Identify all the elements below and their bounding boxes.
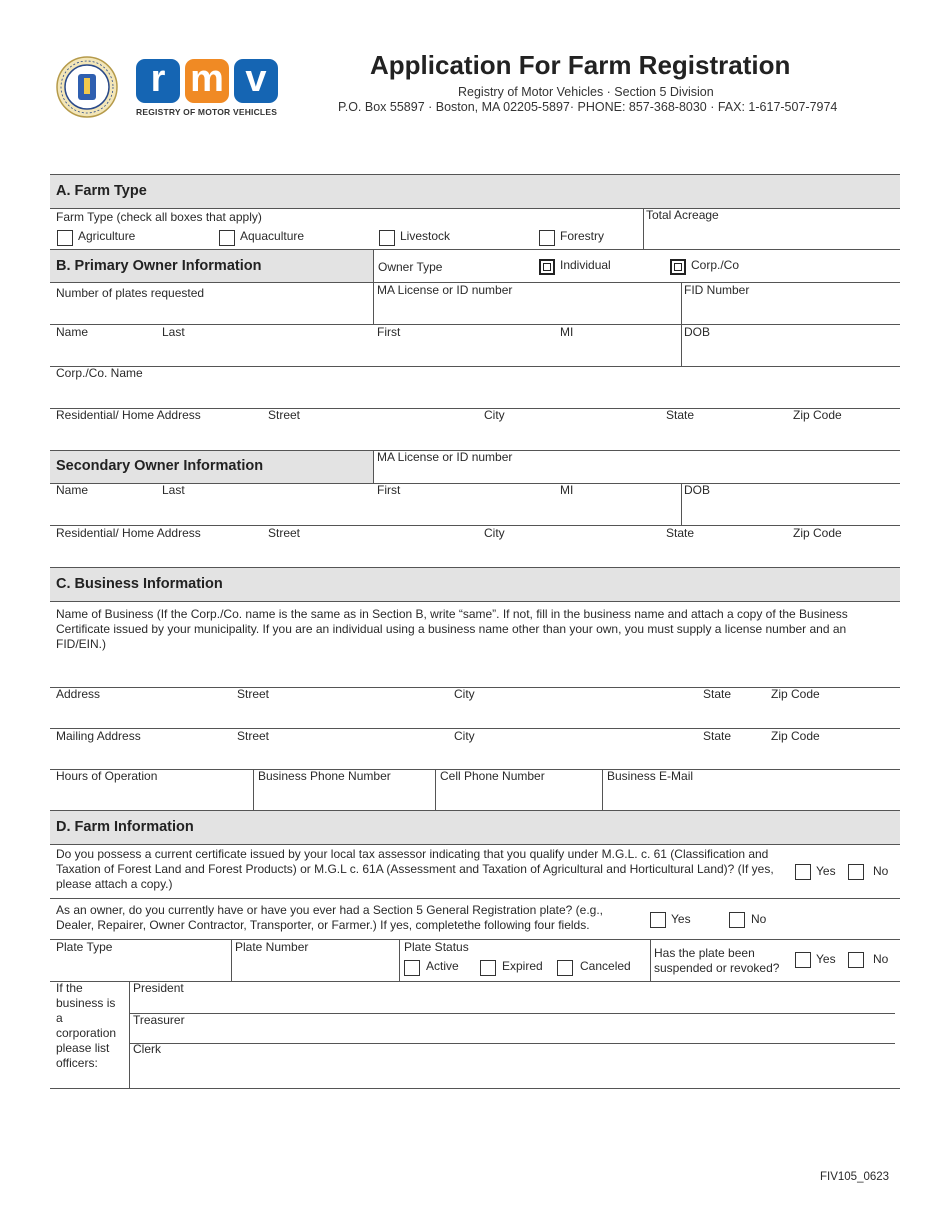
farm-type-label: Farm Type (check all boxes that apply) (56, 210, 262, 224)
mailing-address-label: Mailing Address (56, 729, 141, 743)
zip-code-label: Zip Code (793, 408, 842, 422)
secondary-zip-label: Zip Code (793, 526, 842, 540)
page-title: Application For Farm Registration (370, 50, 791, 80)
business-city-label: City (454, 687, 475, 701)
secondary-address-label: Residential/ Home Address (56, 526, 201, 540)
individual-checkbox[interactable] (539, 259, 555, 275)
treasurer-label: Treasurer (133, 1013, 185, 1027)
plate-type-label: Plate Type (56, 940, 113, 954)
clerk-label: Clerk (133, 1042, 162, 1056)
massachusetts-seal-icon (56, 56, 118, 118)
officers-instruction: If the business is a corporation please list officers: (56, 981, 117, 1070)
business-address-label: Address (56, 687, 101, 701)
q2-no-label: No (751, 912, 767, 926)
status-expired-label: Expired (502, 959, 543, 973)
secondary-state-label: State (666, 526, 695, 540)
last-name-label: Last (162, 325, 185, 339)
total-acreage-label: Total Acreage (646, 208, 719, 222)
section-c-header (50, 567, 900, 602)
q1-no-label: No (873, 864, 889, 878)
status-active-label: Active (426, 959, 459, 973)
aquaculture-checkbox[interactable] (219, 230, 235, 246)
secondary-street-label: Street (268, 526, 301, 540)
plates-requested-label: Number of plates requested (56, 286, 205, 300)
q2-yes-label: Yes (671, 912, 691, 926)
suspended-yes-checkbox[interactable] (795, 952, 811, 968)
mailing-state-label: State (703, 729, 732, 743)
aquaculture-label: Aquaculture (240, 229, 305, 243)
section-a-title: A. Farm Type (56, 183, 147, 199)
q1-no-checkbox[interactable] (848, 864, 864, 880)
dob-label: DOB (684, 325, 711, 339)
suspended-yes-label: Yes (816, 952, 836, 966)
q1-yes-checkbox[interactable] (795, 864, 811, 880)
mailing-street-label: Street (237, 729, 270, 743)
section-d-title: D. Farm Information (56, 819, 194, 835)
state-label: State (666, 408, 695, 422)
mailing-city-label: City (454, 729, 475, 743)
page-address-line: P.O. Box 55897 · Boston, MA 02205-5897· PHONE: 857-368-8030 · FAX: 1-617-507-7974 (338, 100, 838, 114)
form-id: FIV105_0623 (820, 1171, 890, 1183)
residential-address-label: Residential/ Home Address (56, 408, 201, 422)
owner-type-label: Owner Type (378, 260, 443, 274)
section-c-title: C. Business Information (56, 576, 223, 592)
section-b-title: B. Primary Owner Information (56, 258, 262, 274)
secondary-ma-license-label: MA License or ID number (377, 450, 513, 464)
corp-co-checkbox[interactable] (670, 259, 686, 275)
agriculture-checkbox[interactable] (57, 230, 73, 246)
plate-number-label: Plate Number (235, 940, 309, 954)
business-email-label: Business E-Mail (607, 769, 694, 783)
status-expired-checkbox[interactable] (480, 960, 496, 976)
hours-of-operation-label: Hours of Operation (56, 769, 158, 783)
business-zip-label: Zip Code (771, 687, 820, 701)
q2-no-checkbox[interactable] (729, 912, 745, 928)
section-a-header (50, 174, 900, 209)
rmv-logo-caption: REGISTRY OF MOTOR VEHICLES (136, 107, 278, 117)
plate-status-label: Plate Status (404, 940, 469, 954)
section-d-header (50, 810, 900, 845)
agriculture-label: Agriculture (78, 229, 136, 243)
business-state-label: State (703, 687, 732, 701)
livestock-checkbox[interactable] (379, 230, 395, 246)
mailing-zip-label: Zip Code (771, 729, 820, 743)
street-label: Street (268, 408, 301, 422)
secondary-mi-label: MI (560, 483, 574, 497)
rmv-logo-r: r (136, 59, 180, 103)
forestry-label: Forestry (560, 229, 605, 243)
corp-name-label: Corp./Co. Name (56, 366, 143, 380)
secondary-name-label: Name (56, 483, 89, 497)
secondary-last-label: Last (162, 483, 185, 497)
secondary-dob-label: DOB (684, 483, 711, 497)
fid-number-label: FID Number (684, 283, 750, 297)
business-phone-label: Business Phone Number (258, 769, 391, 783)
individual-label: Individual (560, 258, 611, 272)
name-label: Name (56, 325, 89, 339)
suspended-question: Has the plate been suspended or revoked? (654, 946, 780, 975)
president-label: President (133, 981, 184, 995)
status-canceled-label: Canceled (580, 959, 631, 973)
secondary-city-label: City (484, 526, 505, 540)
rmv-logo-v: v (234, 59, 278, 103)
q1-yes-label: Yes (816, 864, 836, 878)
corp-co-label: Corp./Co (691, 258, 740, 272)
suspended-no-label: No (873, 952, 889, 966)
status-active-checkbox[interactable] (404, 960, 420, 976)
forestry-checkbox[interactable] (539, 230, 555, 246)
q2-yes-checkbox[interactable] (650, 912, 666, 928)
tax-certificate-question: Do you possess a current certificate issued by your local tax assessor indicating that you qualify under M.G.L. c. 61 (Classification and Taxation of Forest Land and Forest Products) or M.G.L c. 61A (Assessment and Taxation of Agricultural and Horticultural Land)? (If yes, please attach a copy.) (56, 847, 774, 891)
secondary-owner-title: Secondary Owner Information (56, 458, 264, 474)
ma-license-label: MA License or ID number (377, 283, 513, 297)
city-label: City (484, 408, 505, 422)
rmv-logo-m: m (185, 59, 229, 103)
suspended-no-checkbox[interactable] (848, 952, 864, 968)
secondary-first-label: First (377, 483, 401, 497)
section5-plate-question: As an owner, do you currently have or have you ever had a Section 5 General Registration plate? (e.g., Dealer, Repairer, Owner Contractor, Transporter, or Farmer.) If yes, completethe following four fields. (56, 903, 603, 932)
page-subtitle: Registry of Motor Vehicles · Section 5 Division (458, 85, 714, 99)
secondary-owner-header (50, 451, 373, 483)
business-street-label: Street (237, 687, 270, 701)
first-name-label: First (377, 325, 401, 339)
livestock-label: Livestock (400, 229, 451, 243)
business-name-instructions: Name of Business (If the Corp./Co. name is the same as in Section B, write “same”. If not, fill in the business name and attach a copy of the Business Certificate issued by your municipality. If you are an individual using a business name other than your own, you must supply a license number and an FID/EIN.) (56, 607, 848, 651)
cell-phone-label: Cell Phone Number (440, 769, 545, 783)
middle-initial-label: MI (560, 325, 574, 339)
status-canceled-checkbox[interactable] (557, 960, 573, 976)
section-b-header (50, 250, 373, 282)
